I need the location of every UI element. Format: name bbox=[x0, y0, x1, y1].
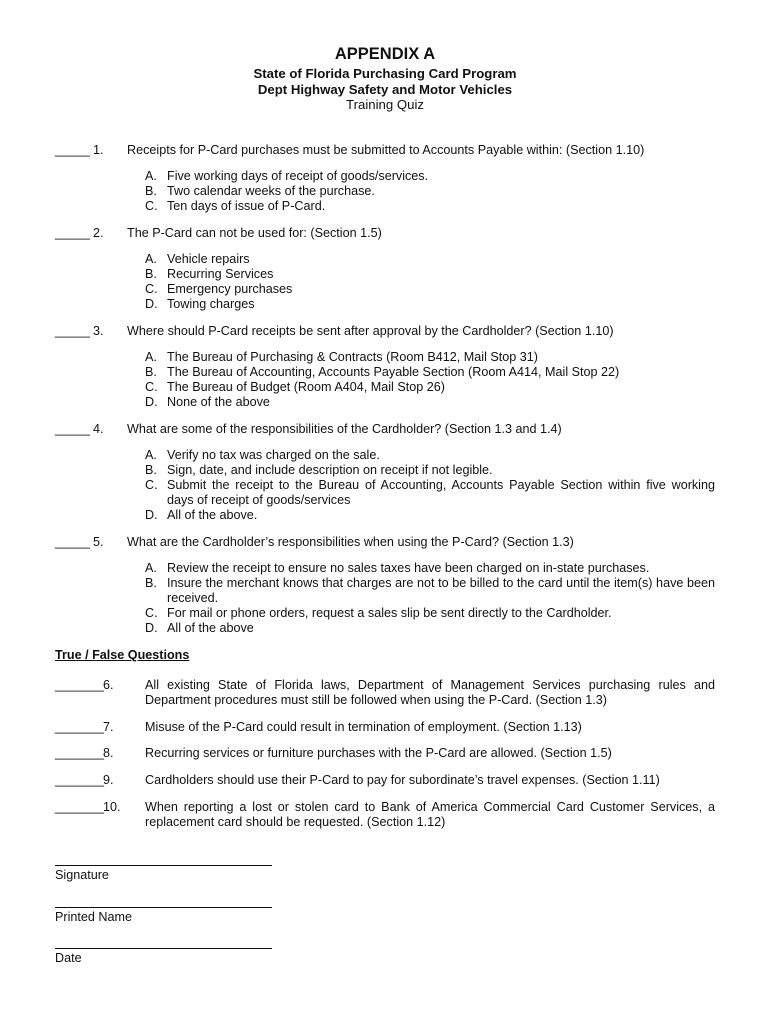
option bbox=[145, 267, 715, 282]
option-letter: A. bbox=[145, 169, 157, 183]
option-letter: C. bbox=[145, 199, 158, 213]
option-letter: D. bbox=[145, 508, 158, 522]
option bbox=[145, 561, 715, 576]
signature-line[interactable] bbox=[55, 865, 272, 866]
option-text: All of the above bbox=[167, 621, 254, 635]
option-letter: A. bbox=[145, 561, 157, 575]
option-text: Review the receipt to ensure no sales taxes have been charged on in-state purchases. bbox=[167, 561, 650, 575]
question-number: 7. bbox=[103, 720, 114, 734]
signature-label: Signature bbox=[55, 868, 109, 882]
option-letter: A. bbox=[145, 252, 157, 266]
option-letter: D. bbox=[145, 621, 158, 635]
option-text: Submit the receipt to the Bureau of Accounting, Accounts Payable Section within five working days of receipt of goods/services bbox=[167, 478, 715, 507]
question-number: 9. bbox=[103, 773, 114, 787]
question-number: 8. bbox=[103, 746, 114, 760]
answer-blank[interactable]: _______ bbox=[55, 773, 105, 787]
option-text: The Bureau of Accounting, Accounts Payable Section (Room A414, Mail Stop 22) bbox=[167, 365, 620, 379]
option bbox=[145, 184, 715, 199]
answer-blank[interactable]: _____ bbox=[55, 535, 91, 549]
answer-blank[interactable]: _____ bbox=[55, 324, 91, 338]
option-letter: C. bbox=[145, 606, 158, 620]
question-text: Cardholders should use their P-Card to pay for subordinate’s travel expenses. (Section 1.11) bbox=[145, 773, 660, 787]
question-number: 5. bbox=[93, 535, 104, 549]
option-text: Recurring Services bbox=[167, 267, 274, 281]
quiz-subtitle: Training Quiz bbox=[346, 97, 424, 112]
option bbox=[145, 282, 715, 297]
option-text: Five working days of receipt of goods/services. bbox=[167, 169, 429, 183]
option-letter: B. bbox=[145, 365, 157, 379]
option bbox=[145, 297, 715, 312]
option-text: Verify no tax was charged on the sale. bbox=[167, 448, 380, 462]
option-list bbox=[145, 350, 715, 410]
option bbox=[145, 380, 715, 395]
question-text: Recurring services or furniture purchases with the P-Card are allowed. (Section 1.5) bbox=[145, 746, 612, 760]
option bbox=[145, 350, 715, 365]
option-text: Two calendar weeks of the purchase. bbox=[167, 184, 375, 198]
question-text: The P-Card can not be used for: (Section 1.5) bbox=[127, 226, 382, 240]
option bbox=[145, 365, 715, 380]
question-number: 2. bbox=[93, 226, 104, 240]
option-letter: C. bbox=[145, 380, 158, 394]
option-letter: D. bbox=[145, 297, 158, 311]
option bbox=[145, 621, 715, 636]
question-text: Where should P-Card receipts be sent after approval by the Cardholder? (Section 1.10) bbox=[127, 324, 614, 338]
answer-blank[interactable]: _______ bbox=[55, 800, 105, 814]
question-number: 3. bbox=[93, 324, 104, 338]
true-false-heading: True / False Questions bbox=[55, 648, 190, 662]
answer-blank[interactable]: _______ bbox=[55, 746, 105, 760]
option-letter: B. bbox=[145, 267, 157, 281]
department-name: Dept Highway Safety and Motor Vehicles bbox=[257, 82, 513, 97]
date-label: Date bbox=[55, 951, 82, 965]
option-letter: D. bbox=[145, 395, 158, 409]
option-text: All of the above. bbox=[167, 508, 258, 522]
question-text: All existing State of Florida laws, Department of Management Services purchasing rules and Department procedures must still be followed when using the P-Card. (Section 1.3) bbox=[145, 678, 715, 707]
option-letter: A. bbox=[145, 350, 157, 364]
option-list bbox=[145, 448, 715, 523]
page-title: APPENDIX A bbox=[334, 45, 436, 63]
question-text: When reporting a lost or stolen card to Bank of America Commercial Card Customer Services, a replacement card should be requested. (Section 1.12) bbox=[145, 800, 715, 829]
option-letter: B. bbox=[145, 576, 157, 590]
option-letter: A. bbox=[145, 448, 157, 462]
option-text: Sign, date, and include description on receipt if not legible. bbox=[167, 463, 493, 477]
option-list bbox=[145, 169, 715, 214]
option bbox=[145, 463, 715, 478]
question-text: Receipts for P-Card purchases must be submitted to Accounts Payable within: (Section 1.10) bbox=[127, 143, 645, 157]
question-number: 4. bbox=[93, 422, 104, 436]
question-text: What are some of the responsibilities of the Cardholder? (Section 1.3 and 1.4) bbox=[127, 422, 562, 436]
option-text: Vehicle repairs bbox=[167, 252, 250, 266]
option bbox=[145, 395, 715, 410]
option bbox=[145, 606, 715, 621]
option bbox=[145, 576, 715, 606]
program-name: State of Florida Purchasing Card Program bbox=[253, 66, 517, 81]
question-text: What are the Cardholder’s responsibilities when using the P-Card? (Section 1.3) bbox=[127, 535, 574, 549]
question-number: 6. bbox=[103, 678, 114, 692]
answer-blank[interactable]: _____ bbox=[55, 226, 91, 240]
option-text: Emergency purchases bbox=[167, 282, 293, 296]
option bbox=[145, 252, 715, 267]
option bbox=[145, 199, 715, 214]
option bbox=[145, 478, 715, 508]
option-letter: C. bbox=[145, 478, 158, 492]
option-letter: B. bbox=[145, 463, 157, 477]
option-list bbox=[145, 252, 715, 312]
date-line[interactable] bbox=[55, 948, 272, 949]
answer-blank[interactable]: _______ bbox=[55, 720, 105, 734]
option-text: Ten days of issue of P-Card. bbox=[167, 199, 326, 213]
answer-blank[interactable]: _____ bbox=[55, 422, 91, 436]
option-text: None of the above bbox=[167, 395, 270, 409]
printed-name-label: Printed Name bbox=[55, 910, 132, 924]
option bbox=[145, 508, 715, 523]
printed-name-line[interactable] bbox=[55, 907, 272, 908]
question-number: 1. bbox=[93, 143, 104, 157]
option-list bbox=[145, 561, 715, 636]
option-text: For mail or phone orders, request a sales slip be sent directly to the Cardholder. bbox=[167, 606, 612, 620]
option bbox=[145, 448, 715, 463]
question-text: Misuse of the P-Card could result in termination of employment. (Section 1.13) bbox=[145, 720, 582, 734]
option bbox=[145, 169, 715, 184]
option-text: Towing charges bbox=[167, 297, 255, 311]
option-text: The Bureau of Purchasing & Contracts (Room B412, Mail Stop 31) bbox=[167, 350, 538, 364]
option-letter: B. bbox=[145, 184, 157, 198]
answer-blank[interactable]: _____ bbox=[55, 143, 91, 157]
option-text: The Bureau of Budget (Room A404, Mail Stop 26) bbox=[167, 380, 445, 394]
option-text: Insure the merchant knows that charges are not to be billed to the card until the item(s) have been received. bbox=[167, 576, 715, 605]
answer-blank[interactable]: _______ bbox=[55, 678, 105, 692]
option-letter: C. bbox=[145, 282, 158, 296]
question-number: 10. bbox=[103, 800, 121, 814]
